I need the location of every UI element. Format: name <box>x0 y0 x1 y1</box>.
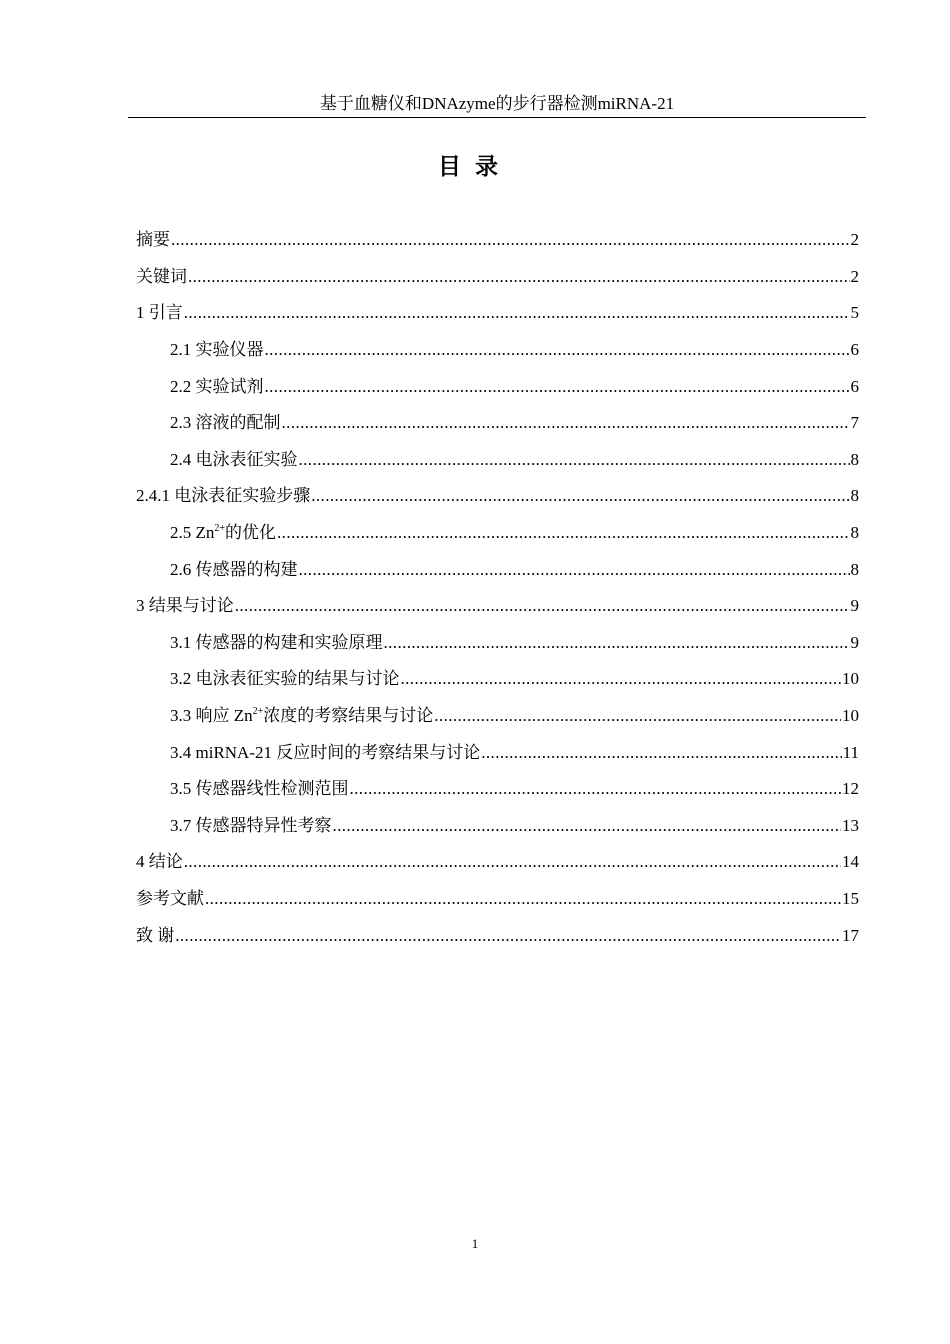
dot-leader <box>235 595 850 617</box>
toc-entry-page: 10 <box>842 706 859 726</box>
dot-leader <box>175 925 841 947</box>
toc-entry-page: 12 <box>842 779 859 799</box>
toc-entry-3-2[interactable] <box>136 661 859 698</box>
toc-entry-2-1[interactable] <box>136 332 859 369</box>
toc-entry-label: 参考文献 <box>136 888 204 908</box>
toc-entry-label: 2.4.1 电泳表征实验步骤 <box>136 486 311 506</box>
toc-entry-label: 关键词 <box>136 266 187 286</box>
toc-entry-2-4[interactable] <box>136 442 859 479</box>
dot-leader <box>434 705 841 727</box>
header-rule <box>128 117 866 118</box>
dot-leader <box>384 632 850 654</box>
toc-entry-page: 8 <box>850 449 859 469</box>
toc-entry-2-3[interactable] <box>136 405 859 442</box>
dot-leader <box>401 668 842 690</box>
toc-entry-references[interactable] <box>136 881 859 918</box>
toc-entry-label: 2.6 传感器的构建 <box>170 559 298 579</box>
toc-entry-3-1[interactable] <box>136 625 859 662</box>
dot-leader <box>277 522 849 544</box>
toc-entry-page: 8 <box>850 559 859 579</box>
toc-entry-label: 3.4 miRNA-21 反应时间的考察结果与讨论 <box>170 742 481 762</box>
toc-entry-3-7[interactable] <box>136 808 859 845</box>
toc-entry-introduction[interactable] <box>136 295 859 332</box>
toc-entry-label: 3.5 传感器线性检测范围 <box>170 779 349 799</box>
toc-entry-label: 1 引言 <box>136 303 183 323</box>
toc-entry-page: 2 <box>850 230 859 250</box>
dot-leader <box>311 485 849 507</box>
running-header: 基于血糖仪和DNAzyme的步行器检测miRNA-21 <box>319 94 675 113</box>
dot-leader <box>205 888 841 910</box>
dot-leader <box>171 229 850 251</box>
toc-entry-label: 2.1 实验仪器 <box>170 340 264 360</box>
toc-entry-acknowledgements[interactable] <box>136 917 859 954</box>
toc-entry-3-4[interactable] <box>136 734 859 771</box>
dot-leader <box>282 412 850 434</box>
dot-leader <box>299 449 850 471</box>
toc-title: 目录 <box>438 154 512 180</box>
toc-entry-label: 2.4 电泳表征实验 <box>170 449 298 469</box>
toc-entry-page: 17 <box>842 925 859 945</box>
toc-entry-3-5[interactable] <box>136 771 859 808</box>
toc-entry-label-pre: 3.3 响应 Zn <box>170 706 253 726</box>
toc-entry-label: 摘要 <box>136 230 170 250</box>
toc-entry-label-post: 的优化 <box>225 523 277 543</box>
toc-entry-2-4-1[interactable] <box>136 478 859 515</box>
toc-entry-3-3[interactable] <box>136 698 859 735</box>
toc-entry-keywords[interactable] <box>136 259 859 296</box>
dot-leader <box>188 266 850 288</box>
toc-entry-2-6[interactable] <box>136 551 859 588</box>
table-of-contents <box>136 222 859 954</box>
toc-entry-2-2[interactable] <box>136 368 859 405</box>
toc-entry-page: 14 <box>842 852 859 872</box>
dot-leader <box>184 851 841 873</box>
page-number: 1 <box>471 1236 479 1251</box>
toc-entry-page: 8 <box>850 523 859 543</box>
toc-entry-page: 5 <box>850 303 859 323</box>
dot-leader <box>350 778 842 800</box>
toc-entry-label: 3.2 电泳表征实验的结果与讨论 <box>170 669 400 689</box>
toc-entry-conclusion[interactable] <box>136 844 859 881</box>
toc-entry-label: 2.2 实验试剂 <box>170 376 264 396</box>
dot-leader <box>184 302 850 324</box>
toc-entry-label: 3.7 传感器特异性考察 <box>170 815 332 835</box>
toc-entry-page: 2 <box>850 266 859 286</box>
toc-entry-label <box>170 522 276 544</box>
dot-leader <box>265 376 850 398</box>
dot-leader <box>299 559 850 581</box>
toc-entry-label-post: 浓度的考察结果与讨论 <box>263 706 434 726</box>
dot-leader <box>333 815 842 837</box>
dot-leader <box>481 742 841 764</box>
toc-entry-2-5[interactable] <box>136 515 859 552</box>
toc-entry-label <box>170 705 433 727</box>
toc-entry-results[interactable] <box>136 588 859 625</box>
toc-entry-label: 3 结果与讨论 <box>136 596 234 616</box>
toc-entry-page: 6 <box>850 340 859 360</box>
superscript-charge: 2+ <box>252 706 264 718</box>
toc-entry-page: 8 <box>850 486 859 506</box>
toc-entry-label: 4 结论 <box>136 852 183 872</box>
toc-entry-label: 3.1 传感器的构建和实验原理 <box>170 632 383 652</box>
dot-leader <box>265 339 850 361</box>
toc-entry-page: 15 <box>842 888 859 908</box>
toc-entry-page: 9 <box>850 632 859 652</box>
superscript-charge: 2+ <box>214 523 226 535</box>
toc-entry-label: 2.3 溶液的配制 <box>170 413 281 433</box>
toc-entry-page: 11 <box>842 742 859 762</box>
toc-entry-page: 10 <box>842 669 859 689</box>
toc-entry-page: 13 <box>842 815 859 835</box>
toc-entry-page: 7 <box>850 413 859 433</box>
toc-entry-label: 致 谢 <box>136 925 175 945</box>
toc-entry-label-pre: 2.5 Zn <box>170 523 215 543</box>
toc-entry-page: 9 <box>850 596 859 616</box>
toc-entry-abstract[interactable] <box>136 222 859 259</box>
toc-entry-page: 6 <box>850 376 859 396</box>
